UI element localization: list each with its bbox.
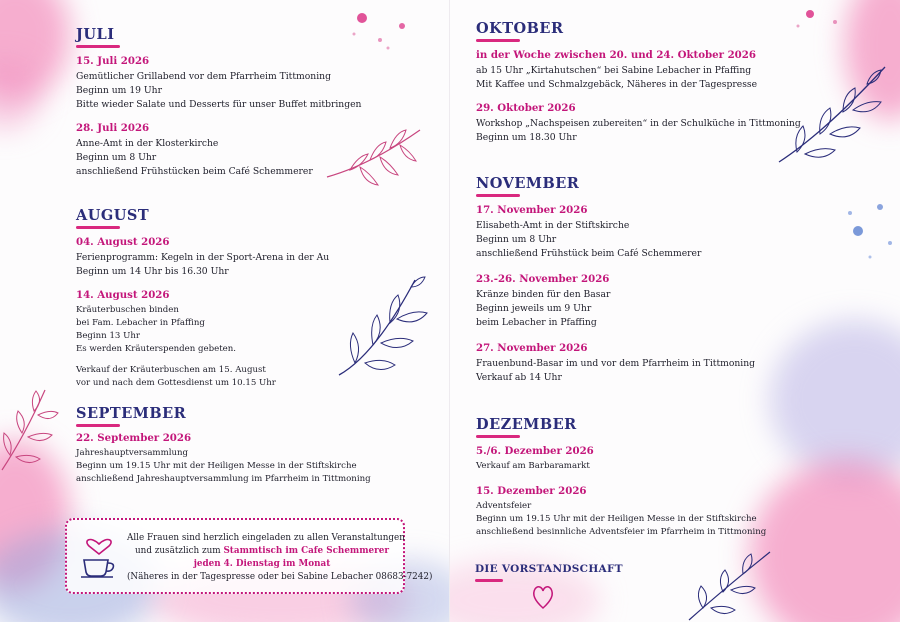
month-title: SEPTEMBER [76, 405, 187, 422]
event-line: Verkauf der Kräuterbuschen am 15. August [76, 365, 266, 375]
event-line: Elisabeth-Amt in der Stiftskirche [476, 220, 630, 231]
event-line: anschließend Frühstücken beim Café Schemmerer [76, 166, 313, 177]
vorstandschaft-title: DIE VORSTANDSCHAFT [475, 563, 623, 575]
event-line: bei Fam. Lebacher in Pfaffing [76, 318, 205, 328]
event-line: anschließend Jahreshauptversammlung im Pfarrheim in Tittmoning [76, 474, 371, 484]
invitation-line: (Näheres in der Tagespresse oder bei Sabine Lebacher 08683-7242) [127, 572, 433, 582]
event-item [476, 484, 766, 539]
event-line: Workshop „Nachspeisen zubereiten“ in der Schulküche in Tittmoning [476, 118, 801, 129]
month-title: JULI [76, 26, 115, 43]
event-date: 27. November 2026 [476, 342, 588, 354]
month-section-juli [76, 26, 361, 188]
invitation-text-span: und zusätzlich zum [135, 546, 221, 556]
month-underline [476, 39, 520, 42]
event-line: beim Lebacher in Pfaffing [476, 317, 597, 328]
event-line: Beginn jeweils um 9 Uhr [476, 303, 592, 314]
event-item [76, 235, 329, 279]
event-item [76, 54, 361, 112]
month-section-dezember [476, 416, 766, 548]
event-date: 23.-26. November 2026 [476, 273, 610, 285]
stammtisch-highlight: Stammtisch im Cafe Schemmerer [223, 546, 389, 556]
event-date: in der Woche zwischen 20. und 24. Oktober 2026 [476, 49, 756, 61]
event-date: 14. August 2026 [76, 289, 170, 301]
event-date: 28. Juli 2026 [76, 122, 150, 134]
right-page [450, 0, 900, 622]
month-title: NOVEMBER [476, 175, 580, 192]
event-line: Kräuterbuschen binden [76, 305, 179, 315]
heart-icon [532, 584, 554, 610]
event-line: Frauenbund-Basar im und vor dem Pfarrheim in Tittmoning [476, 358, 756, 369]
paint-dots [840, 195, 900, 275]
event-line: Jahreshauptversammlung [76, 448, 189, 458]
event-date: 15. Dezember 2026 [476, 485, 587, 497]
event-line: Verkauf am Barbaramarkt [476, 461, 590, 471]
event-line: Beginn um 14 Uhr bis 16.30 Uhr [76, 266, 229, 277]
event-line: vor und nach dem Gottesdienst um 10.15 Uhr [76, 378, 276, 388]
event-line: Gemütlicher Grillabend vor dem Pfarrheim Tittmoning [76, 71, 331, 82]
invitation-line [127, 545, 397, 558]
month-underline [476, 194, 520, 197]
month-underline [76, 226, 120, 229]
event-line: Beginn um 18.30 Uhr [476, 132, 577, 143]
invitation-text [127, 532, 433, 584]
month-title: DEZEMBER [476, 416, 577, 433]
event-line: Ferienprogramm: Kegeln in der Sport-Arena in der Au [76, 252, 330, 263]
event-line: Es werden Kräuterspenden gebeten. [76, 344, 237, 354]
event-line: ab 15 Uhr „Kirtahutschen“ bei Sabine Lebacher in Pfaffing [476, 65, 752, 76]
event-item [76, 431, 371, 486]
event-date: 15. Juli 2026 [76, 55, 150, 67]
event-line: Beginn um 19.15 Uhr mit der Heiligen Messe in der Stiftskirche [476, 514, 757, 524]
event-line: Kränze binden für den Basar [476, 289, 611, 300]
event-date: 22. September 2026 [76, 432, 192, 444]
event-item [476, 272, 755, 330]
event-item [476, 444, 766, 473]
event-line: Adventsfeier [476, 501, 532, 511]
event-line: Beginn um 8 Uhr [76, 152, 157, 163]
event-item [476, 341, 755, 385]
paint-dots [350, 8, 430, 58]
month-title: AUGUST [76, 207, 150, 224]
watercolor-splash [770, 320, 900, 480]
event-line: Beginn um 19 Uhr [76, 85, 162, 96]
event-line: Anne-Amt in der Klosterkirche [76, 138, 219, 149]
month-section-august [76, 207, 329, 399]
event-item [476, 48, 801, 92]
leaf-branch-icon [0, 385, 60, 475]
event-line: Bitte wieder Salate und Desserts für unser Buffet mitbringen [76, 99, 362, 110]
month-underline [476, 435, 520, 438]
event-line: Beginn 13 Uhr [76, 331, 141, 341]
month-title: OKTOBER [476, 20, 564, 37]
month-section-oktober [476, 20, 801, 154]
event-date: 17. November 2026 [476, 204, 588, 216]
invitation-highlight-line: jeden 4. Dienstag im Monat [193, 559, 331, 569]
month-section-september [76, 405, 371, 495]
invitation-line: Alle Frauen sind herzlich eingeladen zu allen Veranstaltungen [127, 533, 405, 543]
invitation-box [65, 518, 433, 594]
paint-dots [790, 4, 870, 44]
event-item [476, 203, 755, 261]
event-line: Mit Kaffee und Schmalzgebäck, Näheres in der Tagespresse [476, 79, 758, 90]
event-date: 5./6. Dezember 2026 [476, 445, 594, 457]
event-date: 04. August 2026 [76, 236, 170, 248]
event-line: Beginn um 8 Uhr [476, 234, 557, 245]
event-item [76, 288, 329, 390]
event-line: Beginn um 19.15 Uhr mit der Heiligen Messe in der Stiftskirche [76, 461, 357, 471]
event-date: 29. Oktober 2026 [476, 102, 576, 114]
event-item [76, 121, 361, 179]
month-underline [76, 45, 120, 48]
month-section-november [476, 175, 755, 394]
vorstandschaft-underline [475, 579, 503, 582]
coffee-cup-heart-icon [79, 530, 119, 578]
leaf-branch-icon [335, 275, 435, 380]
event-item [476, 101, 801, 145]
event-line: Verkauf ab 14 Uhr [476, 372, 562, 383]
leaf-branch-icon [685, 548, 775, 622]
spacer [76, 356, 329, 364]
event-line: anschließend besinnliche Adventsfeier im Pfarrheim in Tittmoning [476, 527, 767, 537]
month-underline [76, 424, 120, 427]
event-line: anschließend Frühstück beim Café Schemmerer [476, 248, 702, 259]
